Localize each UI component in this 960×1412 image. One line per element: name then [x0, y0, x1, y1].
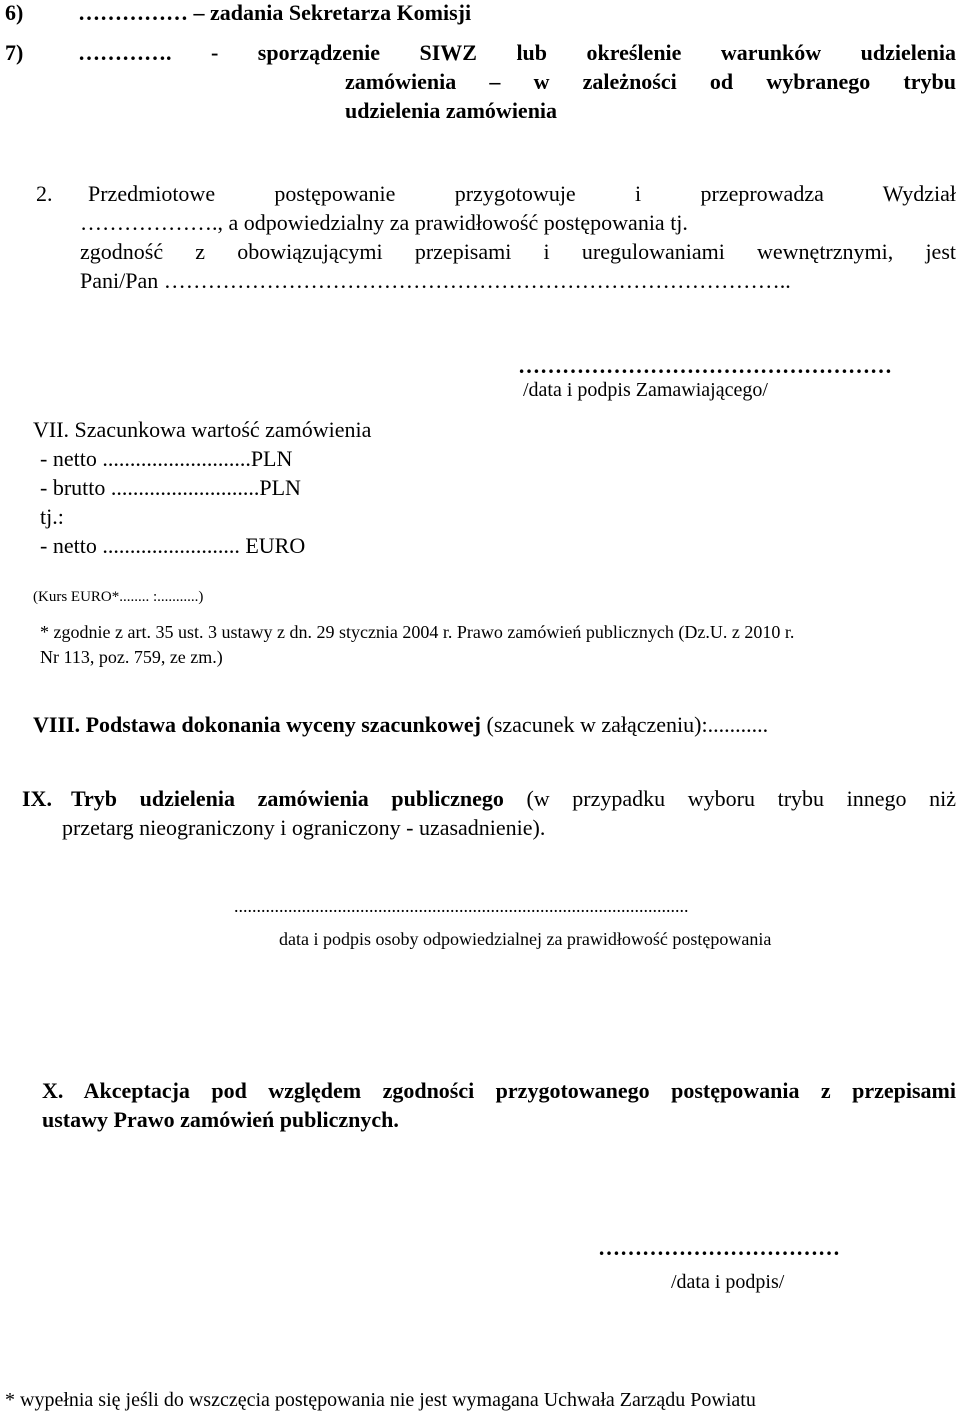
signature-2-caption: data i podpis osoby odpowiedzialnej za prawidłowość postępowania: [279, 929, 772, 949]
section-8-heading-bold: VIII. Podstawa dokonania wyceny szacunkowej: [33, 712, 482, 737]
signature-1-caption: /data i podpis Zamawiającego/: [523, 379, 768, 401]
section-7-tj: tj.:: [40, 504, 64, 529]
section-10-line-2: ustawy Prawo zamówień publicznych.: [42, 1107, 399, 1132]
section-7-netto: - netto ...........................PLN: [40, 446, 293, 471]
section-10-line-1: X. Akceptacja pod względem zgodności przygotowanego postępowania z przepisami: [42, 1078, 956, 1103]
item-6-number: 6): [5, 0, 24, 25]
signature-3-dots: ……………………………: [598, 1235, 840, 1260]
point-2-line-1: Przedmiotowe postępowanie przygotowuje i przeprowadza Wydział: [88, 181, 956, 206]
signature-2-dots: .....................................................................................................: [234, 896, 689, 916]
point-2-line-4: Pani/Pan …………………………………………………………………………..: [80, 268, 791, 293]
item-6-text: …………… – zadania Sekretarza Komisji: [78, 0, 472, 25]
item-7-line-1: …………. - sporządzenie SIWZ lub określenie warunków udzielenia: [78, 40, 956, 65]
section-7-kurs: (Kurs EURO*........ :...........): [33, 589, 204, 605]
section-7-footnote-line-2: Nr 113, poz. 759, ze zm.): [40, 647, 223, 667]
item-7-line-3: udzielenia zamówienia: [345, 98, 558, 123]
section-9-heading-bold: Tryb udzielenia zamówienia publicznego: [71, 786, 504, 811]
item-7-number: 7): [5, 40, 24, 65]
section-7-brutto: - brutto ...........................PLN: [40, 475, 301, 500]
point-2-number: 2.: [36, 181, 53, 206]
section-8-heading: [33, 714, 768, 736]
signature-1-dots: ……………………………………………: [518, 353, 892, 378]
section-7-netto-euro: - netto ......................... EURO: [40, 533, 306, 558]
item-7-line-2: zamówienia – w zależności od wybranego trybu: [345, 69, 956, 94]
section-9-line-2: przetarg nieograniczony i ograniczony - uzasadnienie).: [62, 815, 546, 840]
point-2-line-3: zgodność z obowiązującymi przepisami i uregulowaniami wewnętrznymi, jest: [80, 239, 956, 264]
section-7-heading: VII. Szacunkowa wartość zamówienia: [33, 417, 372, 442]
section-9-heading: [71, 788, 956, 810]
signature-3-caption: /data i podpis/: [671, 1271, 785, 1293]
section-9-number: IX.: [22, 786, 52, 811]
section-8-heading-normal: (szacunek w załączeniu):...........: [481, 712, 769, 737]
footer-note: * wypełnia się jeśli do wszczęcia postępowania nie jest wymagana Uchwała Zarządu Powiatu: [5, 1389, 756, 1411]
section-9-heading-normal: (w przypadku wyboru trybu innego niż: [503, 786, 956, 811]
section-7-footnote-line-1: * zgodnie z art. 35 ust. 3 ustawy z dn. 29 stycznia 2004 r. Prawo zamówień publicznych (Dz.U. z 2010 r.: [40, 622, 795, 642]
point-2-line-2: ………………., a odpowiedzialny za prawidłowość postępowania tj.: [80, 210, 688, 235]
